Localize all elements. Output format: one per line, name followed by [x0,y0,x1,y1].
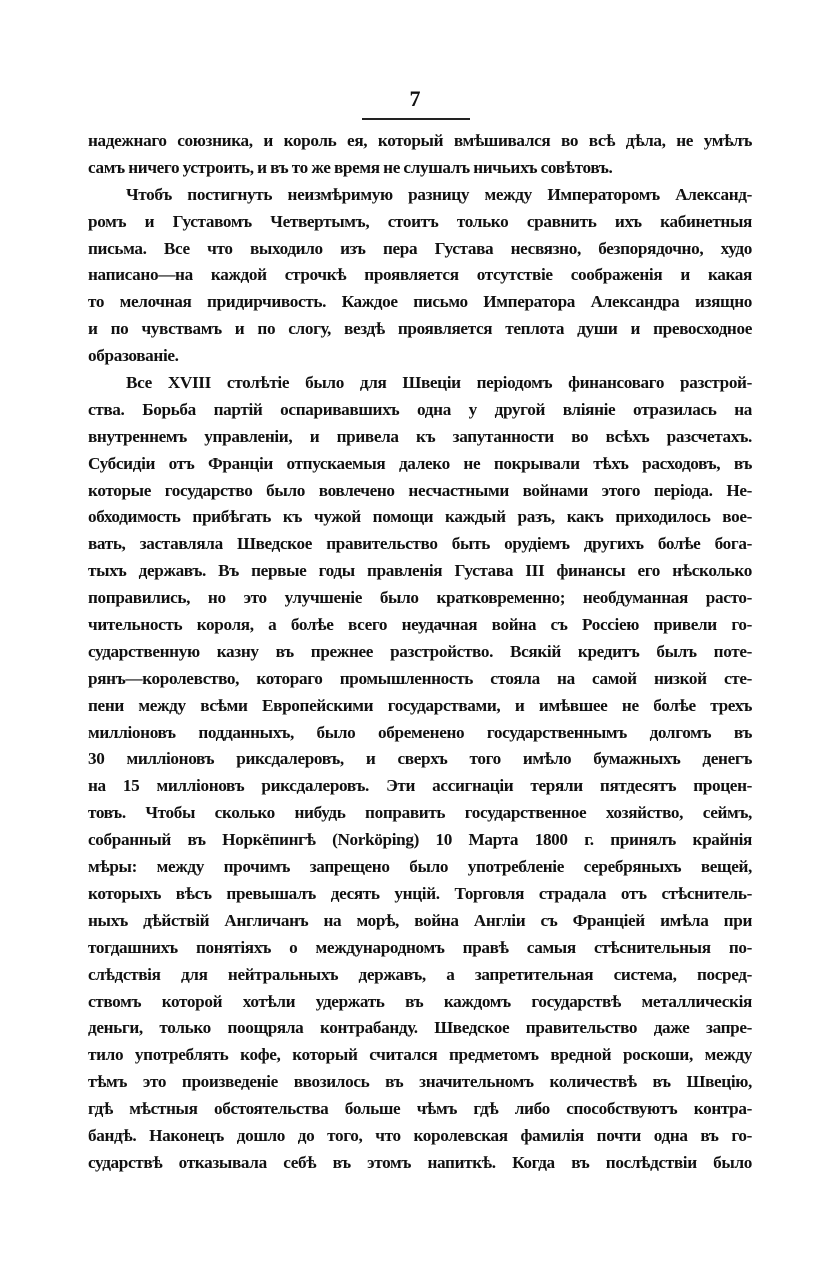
text-line: Все XVIII столѣтіе было для Швеціи періодомъ финансоваго разстрой- [126,373,752,393]
body-text [88,128,752,1177]
text-line: слѣдствія для нейтральныхъ державъ, а запретительная система, посред- [88,964,752,984]
text-line: Чтобъ постигнуть неизмѣримую разницу между Императоромъ Александ- [126,184,752,204]
text-line: гдѣ мѣстныя обстоятельства больше чѣмъ гдѣ либо способствуютъ контра- [88,1099,752,1119]
text-line: вать, заставляла Шведское правительство быть орудіемъ другихъ болѣе бога- [88,534,752,554]
page-number: 7 [409,86,421,111]
text-line: самъ ничего устроить, и въ то же время не слушалъ ничьихъ совѣтовъ. [88,157,613,177]
text-line: и по чувствамъ и по слогу, вездѣ проявляется теплота души и превосходное [88,319,752,339]
text-line: ныхъ дѣйствій Англичанъ на морѣ, война Англіи съ Франціей имѣла при [88,910,752,930]
text-line: рянъ—королевство, котораго промышленность стояла на самой низкой сте- [88,668,752,688]
text-line: написано—на каждой строчкѣ проявляется отсутствіе соображенія и какая [88,265,752,285]
text-line: ствомъ которой хотѣли удержать въ каждомъ государствѣ металлическія [88,991,752,1011]
text-line: которые государство было вовлечено несчастными войнами этого періода. Не- [88,480,752,500]
text-line: которыхъ вѣсъ превышалъ десять унцій. Торговля страдала отъ стѣснитель- [88,883,752,903]
text-line: сударствѣ отказывала себѣ въ этомъ напиткѣ. Когда въ послѣдствіи было [88,1152,752,1172]
text-line: тило употреблять кофе, который считался предметомъ вредной роскоши, между [88,1045,752,1065]
text-line: пени между всѣми Европейскими государствами, и имѣвшее не болѣе трехъ [88,695,752,715]
text-line: милліоновъ подданныхъ, было обременено государственнымъ долгомъ въ [88,722,752,742]
header-rule [362,118,470,120]
text-line: образованіе. [88,346,179,366]
text-line: надежнаго союзника, и король ея, который вмѣшивался во всѣ дѣла, не умѣлъ [88,131,752,150]
text-line: 30 милліоновъ риксдалеровъ, и сверхъ того имѣло бумажныхъ денегъ [88,749,752,769]
text-line: обходимость прибѣгать къ чужой помощи каждый разъ, какъ приходилось вое- [88,507,752,527]
text-line: тогдашнихъ понятіяхъ о международномъ правѣ самыя стѣснительныя по- [88,937,752,957]
text-line: деньги, только поощряла контрабанду. Шведское правительство даже запре- [88,1018,752,1038]
text-line: Субсидіи отъ Франціи отпускаемыя далеко не покрывали тѣхъ расходовъ, въ [88,453,752,473]
text-line: тѣмъ это произведеніе ввозилось въ значительномъ количествѣ въ Швецію, [88,1072,752,1092]
text-line: поправились, но это улучшеніе было кратковременно; необдуманная расто- [88,588,752,608]
text-line: собранный въ Норкёпингѣ (Norköping) 10 Марта 1800 г. принялъ крайнія [88,830,752,850]
text-line: письма. Все что выходило изъ пера Густава несвязно, безпорядочно, худо [88,238,752,258]
text-line: чительность короля, а болѣе всего неудачная война съ Россіею привели го- [88,615,752,635]
text-line: ства. Борьба партій оспаривавшихъ одна у другой вліяніе отразилась на [88,399,752,419]
text-line: сударственную казну въ прежнее разстройство. Всякій кредитъ былъ поте- [88,641,752,661]
text-line: ромъ и Густавомъ Четвертымъ, стоитъ только сравнить ихъ кабинетныя [88,211,752,231]
text-line: товъ. Чтобы сколько нибудь поправить государственное хозяйство, сеймъ, [88,803,752,823]
text-line: мѣры: между прочимъ запрещено было употребленіе серебряныхъ вещей, [88,857,752,877]
text-line: внутреннемъ управленіи, и привела къ запутанности во всѣхъ разсчетахъ. [88,426,752,446]
text-line: на 15 милліоновъ риксдалеровъ. Эти ассигнаціи теряли пятдесятъ процен- [88,776,752,796]
text-line: тыхъ державъ. Въ первые годы правленія Густава III финансы его нѣсколько [88,561,752,581]
text-line: то мелочная придирчивость. Каждое письмо Императора Александра изящно [88,292,752,312]
text-line: бандѣ. Наконецъ дошло до того, что королевская фамилія почти одна въ го- [88,1125,752,1145]
